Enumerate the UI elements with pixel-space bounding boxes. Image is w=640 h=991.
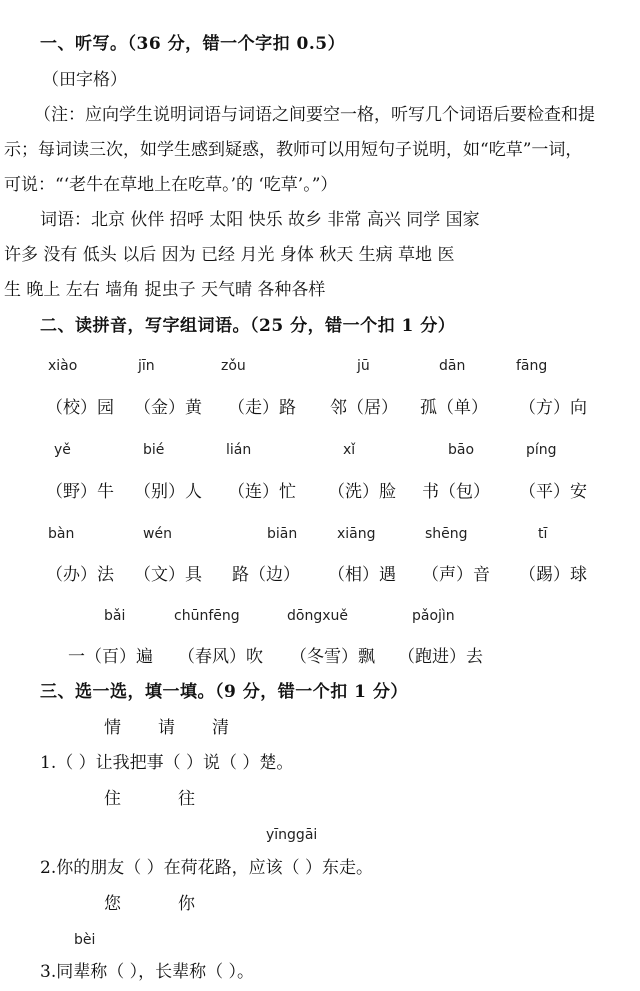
word-answer: 孤（单） (420, 398, 488, 418)
word-answer: （洗）脸 (328, 482, 396, 502)
pinyin: bāo (448, 442, 475, 458)
word-answer: （冬雪）飘 (290, 647, 375, 667)
option-char: 清 (212, 718, 229, 738)
word-answer: （文）具 (134, 565, 202, 585)
word-answer: 书（包） (422, 482, 490, 502)
word-answer: （校）园 (46, 398, 114, 418)
word-answer: （走）路 (228, 398, 296, 418)
option-char: 往 (178, 789, 195, 809)
pinyin: bàn (48, 526, 75, 542)
pinyin: zǒu (221, 358, 246, 374)
pinyin: wén (143, 526, 172, 542)
words-line-3: 生 晚上 左右 墙角 捉虫子 天气晴 各种各样 (4, 280, 326, 300)
word-answer: （春风）吹 (178, 647, 263, 667)
pinyin: xǐ (343, 442, 356, 458)
pinyin: chūnfēng (174, 608, 240, 624)
pinyin: bèi (74, 932, 96, 948)
word-answer: （金）黄 (134, 398, 202, 418)
pinyin: tī (538, 526, 548, 542)
option-char: 住 (104, 789, 121, 809)
pinyin: pǎojìn (412, 608, 455, 624)
word-answer: （连）忙 (228, 482, 296, 502)
word-answer: （野）牛 (46, 482, 114, 502)
question-3: 3.同辈称（ ），长辈称（ ）。 (40, 962, 255, 982)
word-answer: （踢）球 (519, 565, 587, 585)
pinyin: fāng (516, 358, 548, 374)
word-answer: （办）法 (46, 565, 114, 585)
section3-title: 三、选一选，填一填。（9 分，错一个扣 1 分） (40, 682, 408, 702)
option-char: 您 (104, 894, 121, 914)
note-line-3: 可说：“‘老牛在草地上在吃草。’的 ‘吃草’。”） (4, 175, 338, 195)
question-1: 1.（ ）让我把事（ ）说（ ）楚。 (40, 753, 294, 773)
pinyin: yīnggāi (266, 827, 318, 843)
pinyin: xiào (48, 358, 78, 374)
word-answer: 一（百）遍 (68, 647, 153, 667)
word-answer: 路（边） (232, 565, 300, 585)
words-line-2: 许多 没有 低头 以后 因为 已经 月光 身体 秋天 生病 草地 医 (4, 245, 455, 265)
option-char: 请 (158, 718, 175, 738)
word-answer: （别）人 (134, 482, 202, 502)
word-answer: （平）安 (519, 482, 587, 502)
note-line-2: 示；每词读三次，如学生感到疑惑，教师可以用短句子说明，如“吃草”一词， (4, 140, 583, 160)
pinyin: biān (267, 526, 298, 542)
pinyin: shēng (425, 526, 468, 542)
pinyin: bié (143, 442, 165, 458)
word-answer: （方）向 (519, 398, 587, 418)
question-2: 2.你的朋友（ ）在荷花路，应该（ ）东走。 (40, 858, 374, 878)
pinyin: dōngxuě (287, 608, 348, 624)
pinyin: dān (439, 358, 466, 374)
section2-title: 二、读拼音，写字组词语。（25 分，错一个扣 1 分） (40, 316, 456, 336)
note-line-1: （注：应向学生说明词语与词语之间要空一格，听写几个词语后要检查和提 (34, 105, 595, 125)
section1-title: 一、听写。（36 分，错一个字扣 0.5） (40, 34, 346, 54)
pinyin: yě (54, 442, 71, 458)
pinyin: píng (526, 442, 557, 458)
word-answer: （跑进）去 (398, 647, 483, 667)
option-char: 情 (104, 718, 121, 738)
pinyin: jū (357, 358, 370, 374)
pinyin: bǎi (104, 608, 126, 624)
pinyin: jīn (138, 358, 155, 374)
pinyin: lián (226, 442, 252, 458)
option-char: 你 (178, 894, 195, 914)
words-line-1: 词语：北京 伙伴 招呼 太阳 快乐 故乡 非常 高兴 同学 国家 (40, 210, 480, 230)
word-answer: （相）遇 (328, 565, 396, 585)
word-answer: （声）音 (422, 565, 490, 585)
word-answer: 邻（居） (330, 398, 398, 418)
pinyin: xiāng (337, 526, 376, 542)
grid-note: （田字格） (42, 70, 127, 90)
